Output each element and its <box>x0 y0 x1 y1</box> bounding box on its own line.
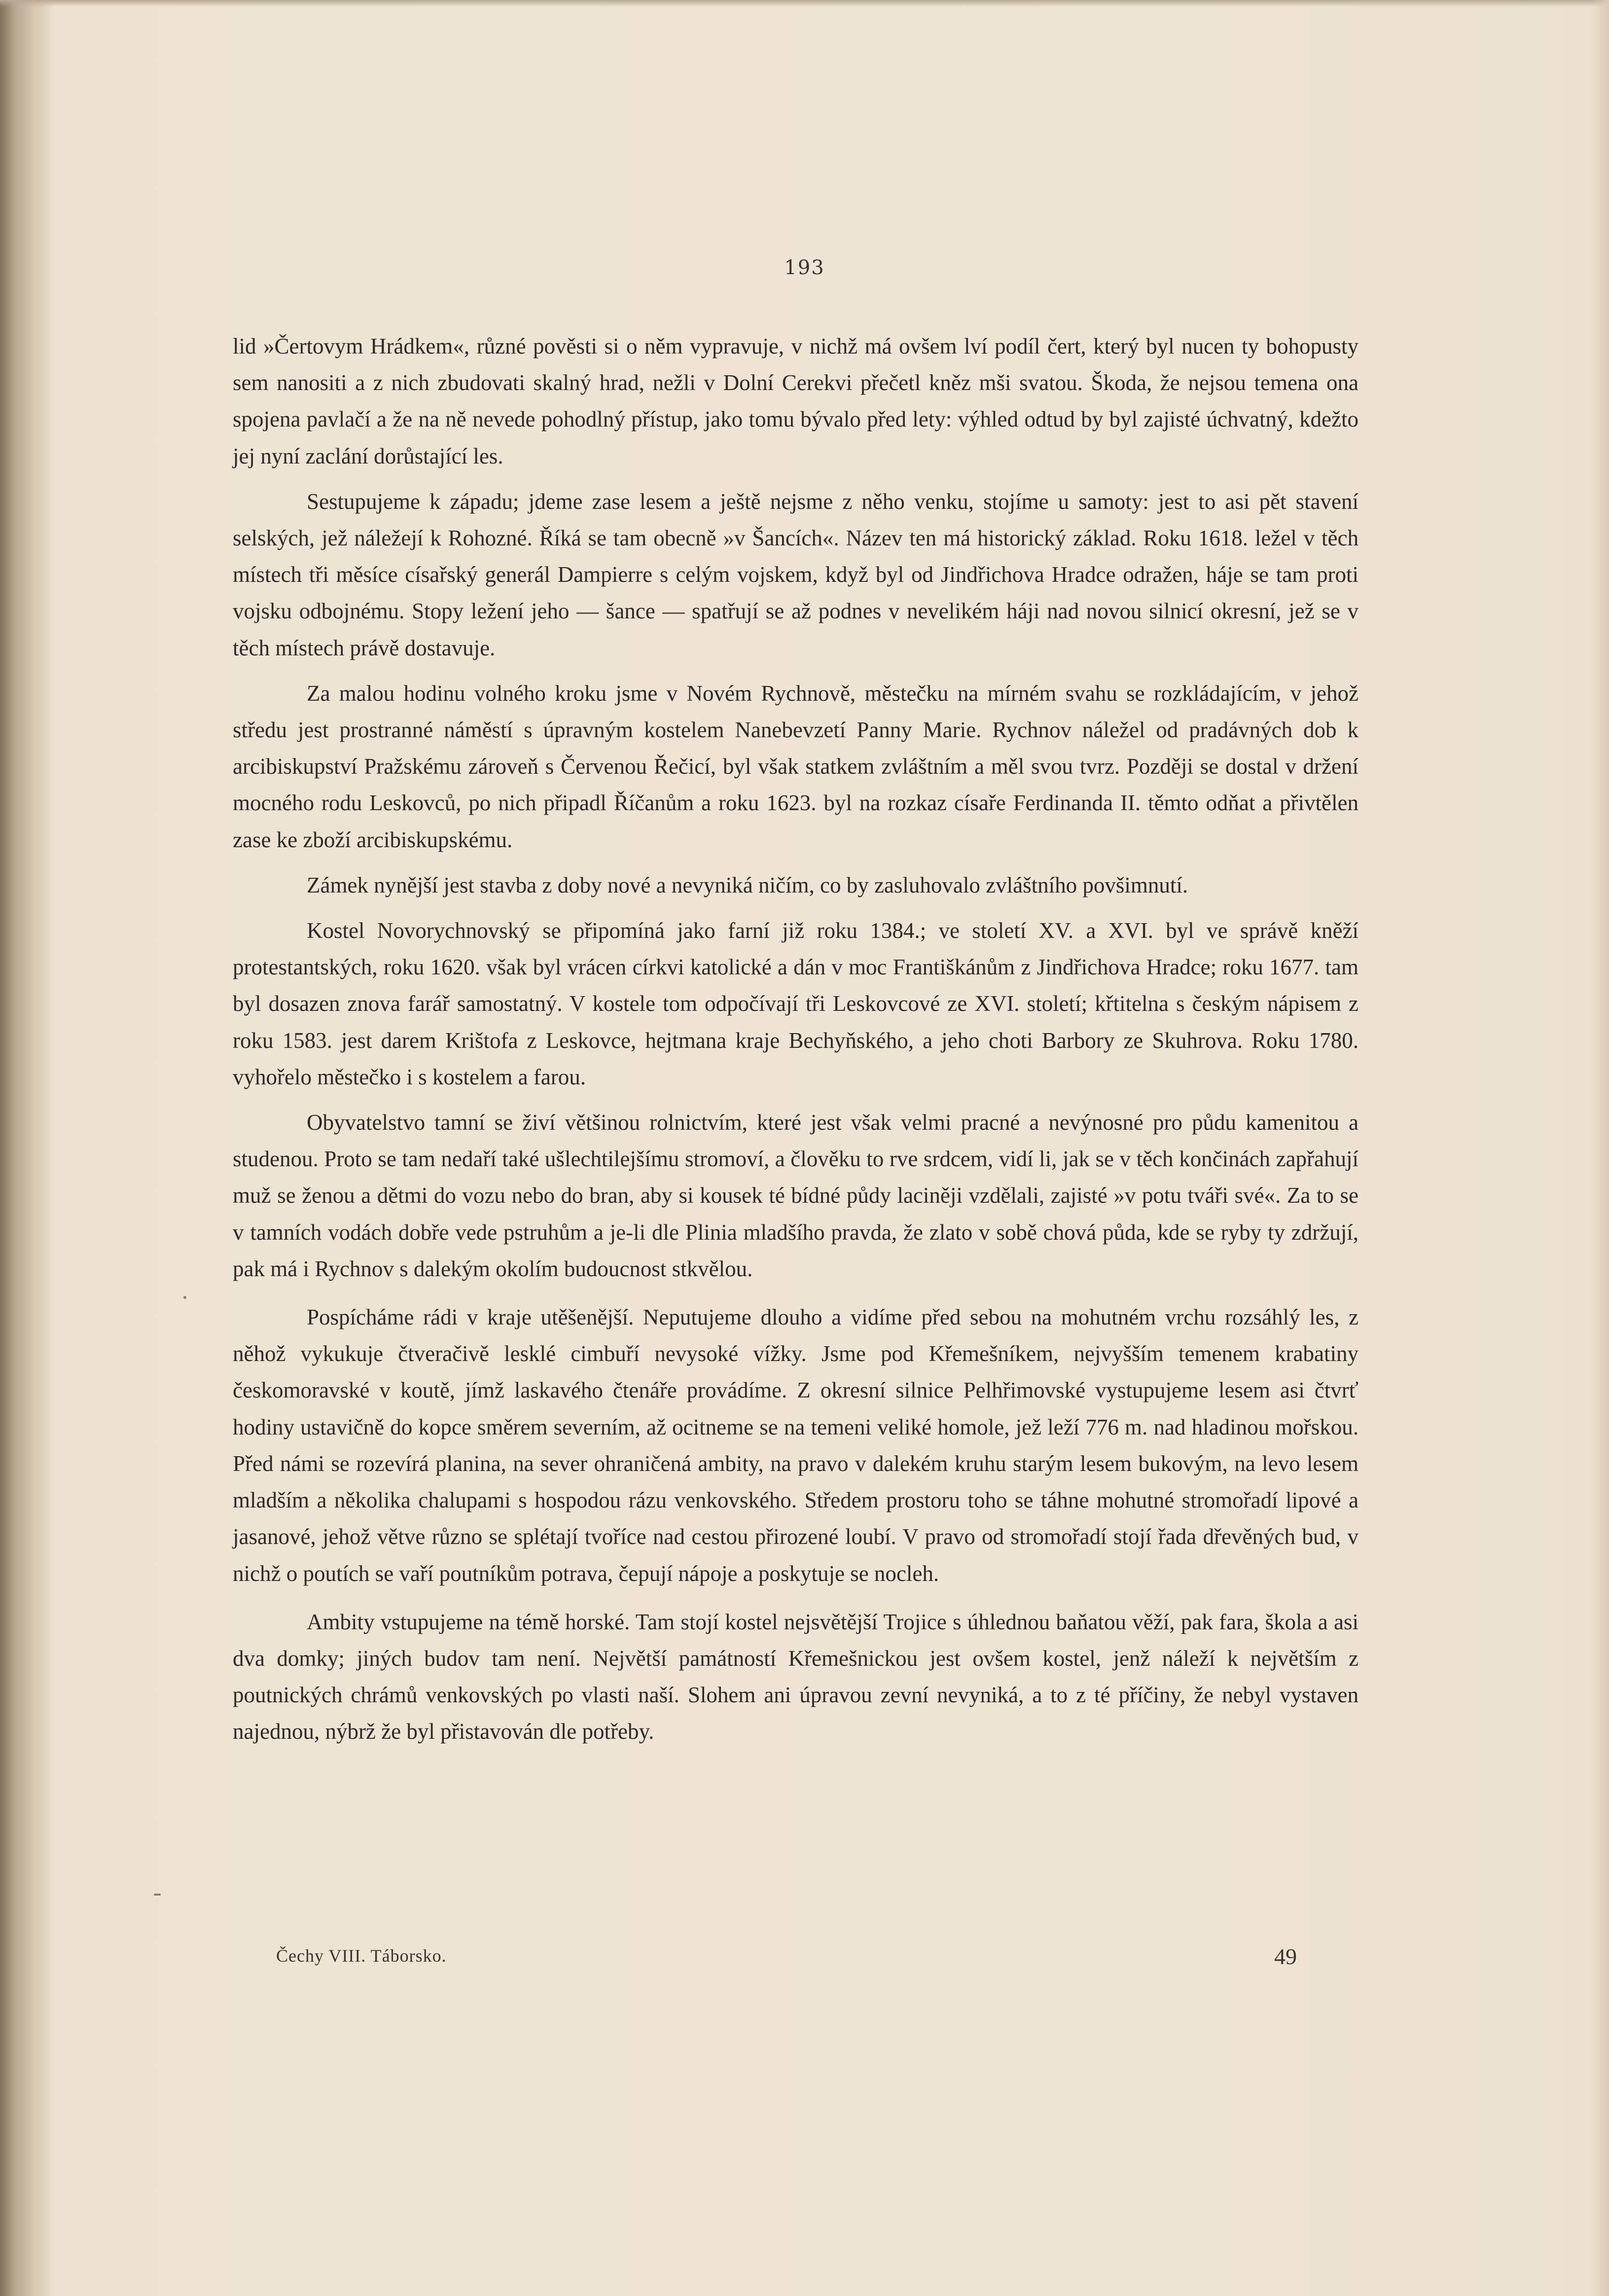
page-spine-shadow <box>0 0 54 2296</box>
page-right-edge <box>1589 0 1609 2296</box>
footer-sheet-number: 49 <box>1274 1944 1297 1969</box>
paragraph-2: Sestupujeme k západu; jdeme zase lesem a ještě nejsme z něho venku, stojíme u samoty: jest to asi pět stavení selských, jež náležejí k Rohozné. Říká se tam obecně »v Šancích«. Název ten má historický základ. Roku 1618. ležel v těch místech tři měsíce císařský generál Dampierre s celým vojskem, když byl od Jindřichova Hradce odražen, háje se tam proti vojsku odbojnému. Stopy ležení jeho — šance — spatřují se až podnes v nevelikém háji nad novou silnicí okresní, jež se v těch místech právě dostavuje. <box>233 489 1359 660</box>
page-top-edge <box>0 0 1609 7</box>
paragraph-8: Ambity vstupujeme na témě horské. Tam stojí kostel nejsvětější Trojice s úhlednou baňatou věží, pak fara, škola a asi dva domky; jiných budov tam není. Největší památností Křemešnickou jest ovšem kostel, jenž náleží k největším z poutnických chrámů venkovských po vlasti naší. Slohem ani úpravou zevní nevyniká, a to z té příčiny, že nebyl vystaven najednou, nýbrž že byl přistavován dle potřeby. <box>233 1609 1359 1744</box>
body-text <box>233 328 1359 1752</box>
paragraph-6: Obyvatelstvo tamní se živí většinou rolnictvím, které jest však velmi pracné a nevýnosné pro půdu kamenitou a studenou. Proto se tam nedaří také ušlechtilejšímu stromoví, a člověku to rve srdcem, vidí li, jak se v těch končinách zapřahují muž se ženou a dětmi do vozu nebo do bran, aby si kousek té bídné půdy laciněji vzdělali, zajisté »v potu tváři své«. Za to se v tamních vodách dobře vede pstruhům a je-li dle Plinia mladšího pravda, že zlato v sobě chová půda, kde se ryby ty zdržují, pak má i Rychnov s dalekým okolím budoucnost stkvělou. <box>233 1110 1359 1281</box>
paragraph-5: Kostel Novorychnovský se připomíná jako farní již roku 1384.; ve století XV. a XVI. byl ve správě kněží protestantských, roku 1620. však byl vrácen církvi katolické a dán v moc Františkánům z Jindřichova Hradce; roku 1677. tam byl dosazen znova farář samostatný. V kostele tom odpočívají tři Leskovcové ze XVI. století; křtitelna s českým nápisem z roku 1583. jest darem Krištofa z Leskovce, hejtmana kraje Bechyňského, a jeho choti Barbory ze Skuhrova. Roku 1780. vyhořelo městečko i s kostelem a farou. <box>233 918 1359 1089</box>
footer-signature: Čechy VIII. Táborsko. <box>276 1946 447 1966</box>
paragraph-7: Pospícháme rádi v kraje utěšenější. Neputujeme dlouho a vidíme před sebou na mohutném vrchu rozsáhlý les, z něhož vykukuje čtveračivě lesklé cimbuří nevysoké vížky. Jsme pod Křemešníkem, nejvyšším temenem krabatiny českomoravské v koutě, jímž laskavého čtenáře provádíme. Z okresní silnice Pelhřimovské vystupujeme lesem asi čtvrť hodiny ustavičně do kopce směrem severním, až ocitneme se na temeni veliké homole, jež leží 776 m. nad hladinou mořskou. Před námi se rozevírá planina, na sever ohraničená ambity, na pravo v dalekém kruhu starým lesem bukovým, na levo lesem mladším a několika chalupami s hospodou rázu venkovského. Středem prostoru toho se táhne mohutné stromořadí lipové a jasanové, jehož větve různo se splétají tvoříce nad cestou přirozené loubí. V pravo od stromořadí stojí řada dřevěných bud, v nichž o poutích se vaří poutníkům potrava, čepují nápoje a poskytuje se nocleh. <box>233 1305 1359 1586</box>
paragraph-1: lid »Čertovym Hrádkem«, různé pověsti si o něm vypravuje, v nichž má ovšem lví podíl čert, který byl nucen ty bohopusty sem nanositi a z nich zbudovati skalný hrad, nežli v Dolní Cerekvi přečetl kněz mši svatou. Škoda, že nejsou temena ona spojena pavlačí a že na ně nevede pohodlný přístup, jako tomu bývalo před lety: výhled odtud by byl zajisté úchvatný, kdežto jej nyní zaclání dorůstající les. <box>233 334 1359 468</box>
page-number: 193 <box>784 256 825 279</box>
paragraph-4: Zámek nynější jest stavba z doby nové a nevyniká ničím, co by zasluhovalo zvláštního povšimnutí. <box>307 872 1188 897</box>
paragraph-3: Za malou hodinu volného kroku jsme v Novém Rychnově, městečku na mírném svahu se rozkládajícím, v jehož středu jest prostranné náměstí s úpravným kostelem Nanebevzetí Panny Marie. Rychnov náležel od pradávných dob k arcibiskupství Pražskému zároveň s Červenou Řečicí, byl však statkem zvláštním a měl svou tvrz. Později se dostal v držení mocného rodu Leskovců, po nich připadl Říčanům a roku 1623. byl na rozkaz císaře Ferdinanda II. těmto odňat a přivtělen zase ke zboží arcibiskupskému. <box>233 681 1359 852</box>
paper-speck <box>154 1894 161 1896</box>
paper-speck <box>183 1296 186 1299</box>
